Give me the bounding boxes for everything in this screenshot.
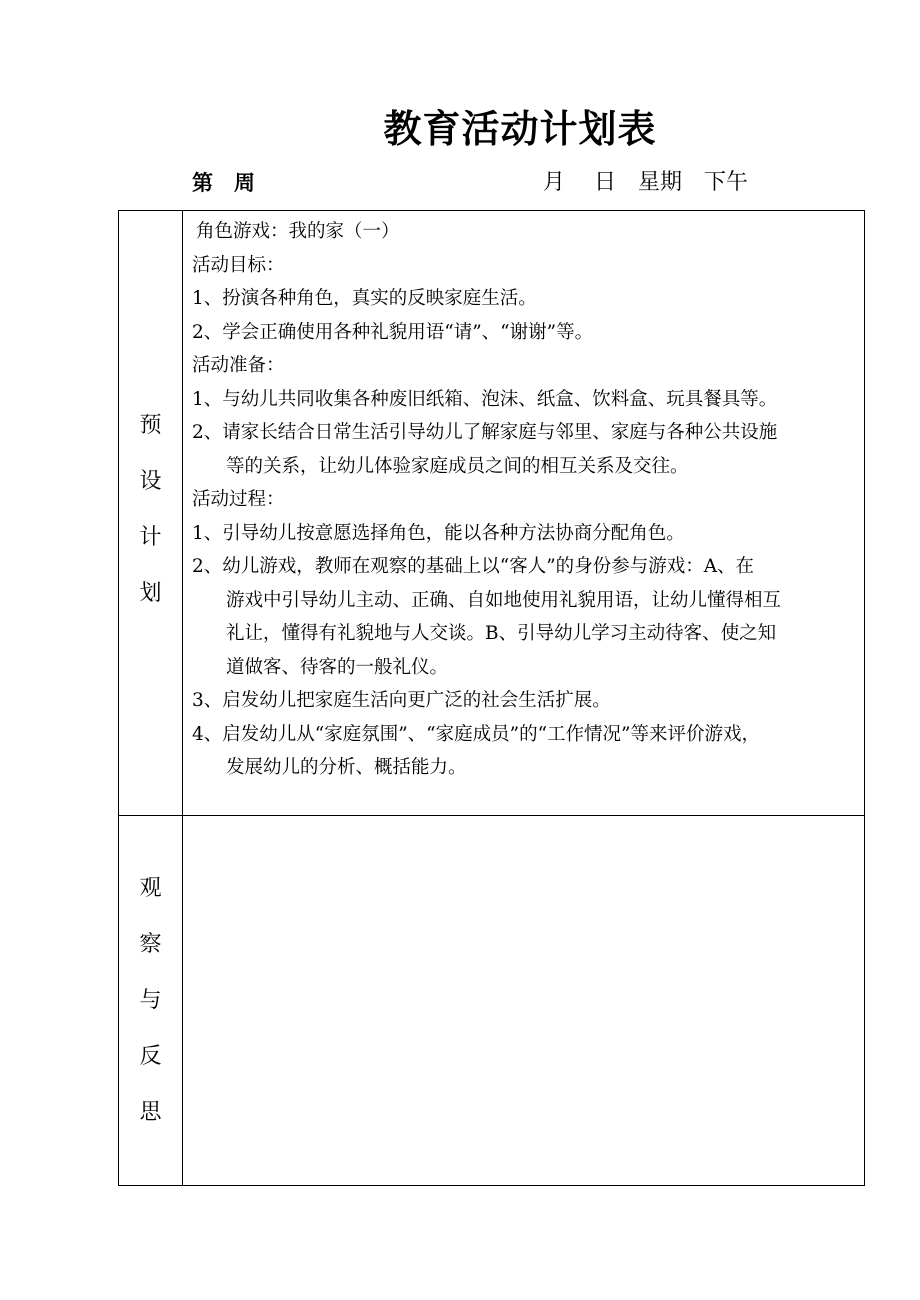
section-heading-preparation: 活动准备： [192,355,285,376]
process-item: 3、启发幼儿把家庭生活向更广泛的社会生活扩展。 [192,690,611,711]
label-char: 与 [139,988,162,1013]
label-char: 设 [139,469,162,494]
process-item: 4、启发幼儿从“家庭氛围”、“家庭成员”的“工作情况”等来评价游戏， [192,723,761,745]
label-char: 预 [139,413,162,438]
section-heading-process: 活动过程： [192,489,285,510]
page-title: 教育活动计划表 [383,106,657,151]
process-item: 2、幼儿游戏，教师在观察的基础上以“客人”的身份参与游戏：A、在 [192,556,755,577]
process-item-continued: 礼让，懂得有礼貌地与人交谈。B、引导幼儿学习主动待客、使之知 [226,623,777,644]
goal-item: 2、学会正确使用各种礼貌用语“请”、“谢谢”等。 [192,321,594,343]
process-item-continued: 游戏中引导幼儿主动、正确、自如地使用礼貌用语，让幼儿懂得相互 [226,589,782,611]
label-char: 思 [139,1100,162,1125]
label-char: 察 [139,932,162,957]
preparation-item: 2、请家长结合日常生活引导幼儿了解家庭与邻里、家庭与各种公共设施 [192,422,778,443]
row-divider [119,815,864,816]
process-item-continued: 道做客、待客的一般礼仪。 [226,656,449,678]
goal-item: 1、扮演各种角色，真实的反映家庭生活。 [192,288,537,309]
label-char: 反 [139,1044,162,1069]
plan-table [118,210,865,1186]
date-field: 月 日 星期 下午 [543,170,748,195]
preparation-item: 1、与幼儿共同收集各种废旧纸箱、泡沫、纸盒、饮料盒、玩具餐具等。 [192,388,778,410]
plan-section-label [119,411,182,635]
label-char: 划 [139,581,162,606]
process-item: 1、引导幼儿按意愿选择角色，能以各种方法协商分配角色。 [192,522,685,544]
preparation-item-continued: 等的关系，让幼儿体验家庭成员之间的相互关系及交往。 [226,455,689,477]
label-char: 计 [139,525,162,550]
activity-name: 角色游戏：我的家（一） [196,221,400,242]
process-item-continued: 发展幼儿的分析、概括能力。 [226,757,467,778]
column-divider [182,211,183,1185]
section-heading-goals: 活动目标： [192,254,285,276]
reflection-section-label [119,874,182,1154]
week-field: 第 周 [192,170,255,195]
label-char: 观 [139,876,162,901]
plan-content [192,215,862,785]
